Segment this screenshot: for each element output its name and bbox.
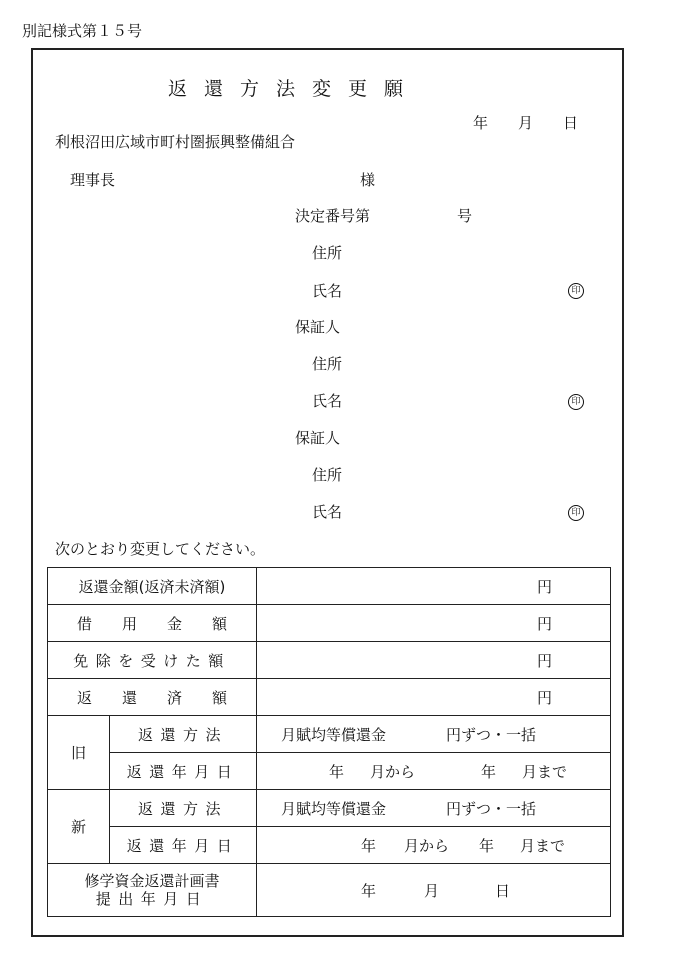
yen-unit: 円 xyxy=(537,651,553,670)
new-period-year: 年 xyxy=(361,836,377,855)
old-period-field[interactable] xyxy=(257,753,611,790)
new-period-year2: 年 xyxy=(479,836,495,855)
borrowed-amount-label: 借 用 金 額 xyxy=(48,605,257,642)
old-period-year2: 年 xyxy=(481,762,497,781)
old-method-label: 返還方法 xyxy=(110,716,257,753)
repayment-balance-label: 返還金額(返済未済額) xyxy=(48,568,257,605)
applicant-address-label: 住所 xyxy=(312,244,343,262)
table-row xyxy=(48,642,611,679)
table-row xyxy=(48,753,611,790)
addressee-suffix: 様 xyxy=(360,171,376,189)
guarantor2-heading: 保証人 xyxy=(295,429,341,447)
method-text-b: 円ずつ・一括 xyxy=(446,799,537,818)
table-row xyxy=(48,790,611,827)
old-period-month-to: 月まで xyxy=(522,762,568,781)
plan-label-line2: 提出年月日 xyxy=(95,890,209,908)
table-row xyxy=(48,605,611,642)
table-row xyxy=(48,716,611,753)
guarantor1-name-label: 氏名 xyxy=(312,392,343,410)
yen-unit: 円 xyxy=(537,614,553,633)
method-text-a: 月賦均等償還金 xyxy=(281,725,387,744)
plan-submission-label xyxy=(48,864,257,917)
form-title: 返還方法変更願 xyxy=(168,78,421,100)
plan-date-month: 月 xyxy=(424,881,440,900)
table-row xyxy=(48,679,611,716)
form-number: 別記様式第１５号 xyxy=(22,22,143,40)
submission-date-line[interactable]: 年 月 日 xyxy=(473,114,579,132)
plan-date-day: 日 xyxy=(495,881,511,900)
new-method-label: 返還方法 xyxy=(110,790,257,827)
applicant-name-label: 氏名 xyxy=(312,282,343,300)
table-row xyxy=(48,827,611,864)
table-row xyxy=(48,568,611,605)
guarantor2-name-label: 氏名 xyxy=(312,503,343,521)
yen-unit: 円 xyxy=(537,577,553,596)
old-method-field[interactable] xyxy=(257,716,611,753)
plan-date-year: 年 xyxy=(361,881,377,900)
plan-submission-date-field[interactable] xyxy=(257,864,611,917)
addressee-title: 理事長 xyxy=(70,171,116,189)
exempted-amount-field[interactable] xyxy=(257,642,611,679)
addressee-organization: 利根沼田広域市町村圏振興整備組合 xyxy=(55,133,296,151)
applicant-seal-mark: 印 xyxy=(568,283,584,299)
repaid-amount-field[interactable] xyxy=(257,679,611,716)
exempted-amount-label: 免除を受けた額 xyxy=(48,642,257,679)
yen-unit: 円 xyxy=(537,688,553,707)
new-method-field[interactable] xyxy=(257,790,611,827)
guarantor1-address-label: 住所 xyxy=(312,355,343,373)
guarantor2-address-label: 住所 xyxy=(312,466,343,484)
repaid-amount-label: 返 還 済 額 xyxy=(48,679,257,716)
plan-label-line1: 修学資金返還計画書 xyxy=(84,872,220,890)
instruction-text: 次のとおり変更してください。 xyxy=(55,540,266,558)
method-text-a: 月賦均等償還金 xyxy=(281,799,387,818)
method-text-b: 円ずつ・一括 xyxy=(446,725,537,744)
decision-number-suffix: 号 xyxy=(457,207,473,225)
new-period-field[interactable] xyxy=(257,827,611,864)
new-period-month-to: 月まで xyxy=(520,836,566,855)
new-period-label: 返還年月日 xyxy=(110,827,257,864)
guarantor2-seal-mark: 印 xyxy=(568,505,584,521)
guarantor1-heading: 保証人 xyxy=(295,318,341,336)
new-label: 新 xyxy=(48,790,110,864)
old-period-year: 年 xyxy=(329,762,345,781)
old-label: 旧 xyxy=(48,716,110,790)
guarantor1-seal-mark: 印 xyxy=(568,394,584,410)
repayment-balance-field[interactable] xyxy=(257,568,611,605)
old-period-label: 返還年月日 xyxy=(110,753,257,790)
old-period-month-from: 月から xyxy=(370,762,416,781)
new-period-month-from: 月から xyxy=(404,836,450,855)
change-request-table xyxy=(47,567,611,917)
decision-number-label: 決定番号第 xyxy=(295,207,371,225)
table-row xyxy=(48,864,611,917)
borrowed-amount-field[interactable] xyxy=(257,605,611,642)
